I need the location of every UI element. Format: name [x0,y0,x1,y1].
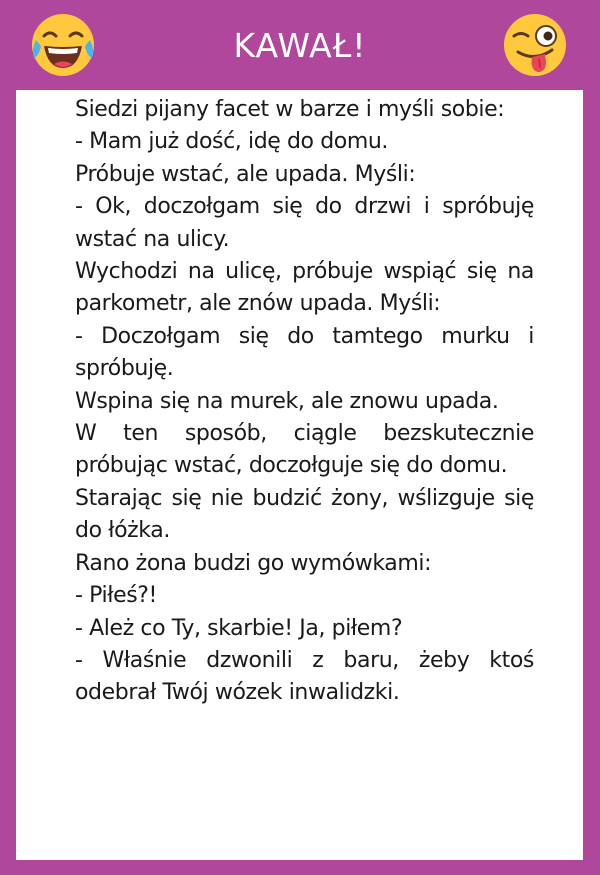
joke-paragraph: Starając się nie budzić żony, wślizguje się do łóżka. [75,485,534,544]
joke-paragraph: - Mam już dość, idę do domu. [75,129,388,155]
joke-card [16,90,583,860]
joke-paragraph: Siedzi pijany facet w barze i myśli sobie: [75,97,505,122]
joke-paragraph: Próbuje wstać, ale upada. Myśli: [75,161,416,187]
header [0,0,600,90]
joke-text [75,94,534,710]
joke-paragraph: Wspina się na murek, ale znowu upada. [75,388,499,414]
joke-paragraph: - Ok, doczołgam się do drzwi i spróbuję wstać na ulicy. [75,194,534,252]
joke-paragraph: Rano żona budzi go wymówkami: [75,550,432,576]
winking-tongue-out-icon [502,12,568,78]
joke-paragraph: Wychodzi na ulicę, próbuje wspiąć się na parkometr, ale znów upada. Myśli: [75,259,534,317]
joke-paragraph: - Piłeś?! [75,583,157,609]
joke-paragraph: - Ależ co Ty, skarbie! Ja, piłem? [75,615,403,641]
joke-paragraph: - Właśnie dzwonili z baru, żeby ktoś odebrał Twój wózek inwalidzki. [75,647,534,706]
joke-paragraph: W ten sposób, ciągle bezskutecznie próbując wstać, doczołguje się do domu. [75,421,534,479]
joke-paragraph: - Doczołgam się do tamtego murku i spróbuję. [75,323,534,382]
page-title: KAWAŁ! [233,26,367,65]
